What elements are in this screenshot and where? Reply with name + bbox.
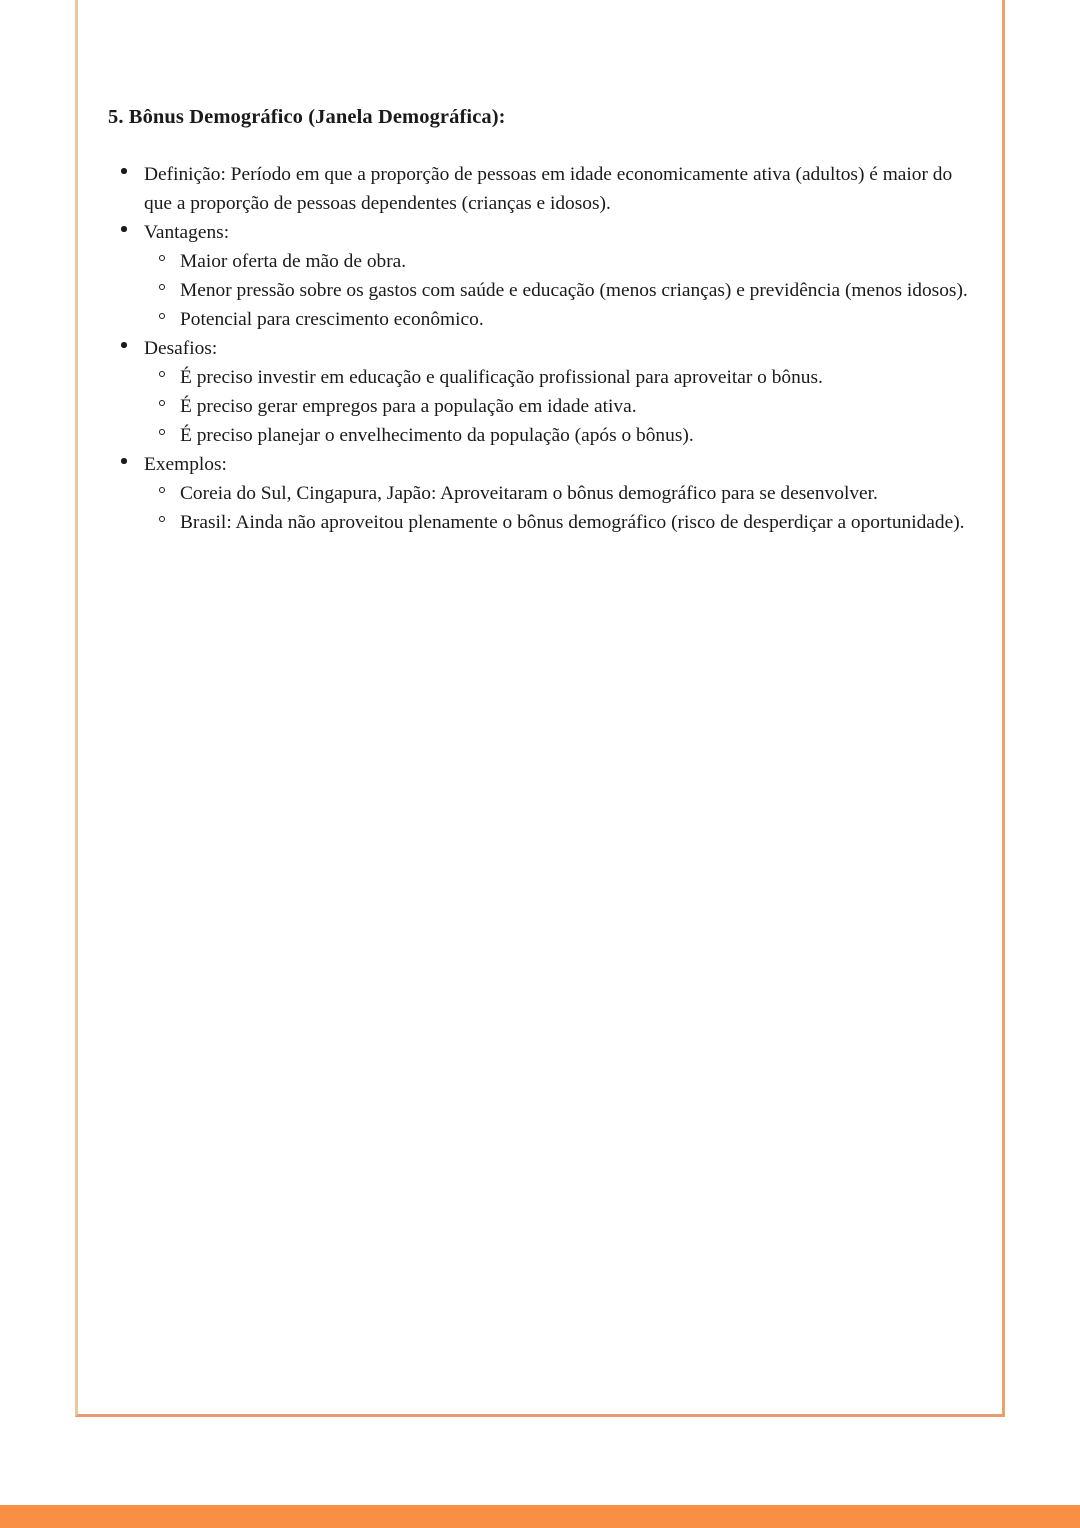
- list-item: [0, 218, 1080, 334]
- sub-outline-list: [144, 363, 1080, 450]
- hollow-circle-bullet-icon: [159, 363, 169, 392]
- sub-outline-list: [144, 247, 1080, 334]
- list-item: [0, 450, 1080, 537]
- hollow-circle-bullet-icon: [159, 392, 169, 421]
- list-item: [144, 392, 1080, 421]
- list-item-label: Brasil: Ainda não aproveitou plenamente o bônus demográfico (risco de desperdiçar a oportunidade).: [180, 512, 965, 533]
- list-item: [144, 305, 1080, 334]
- list-item-label: Menor pressão sobre os gastos com saúde e educação (menos crianças) e previdência (menos idosos).: [180, 280, 968, 301]
- list-item: [144, 421, 1080, 450]
- list-item-label: Vantagens:: [144, 222, 230, 243]
- page-title: 5. Bônus Demográfico (Janela Demográfica):: [108, 106, 506, 128]
- hollow-circle-bullet-icon: [159, 508, 169, 537]
- filled-disc-bullet-icon: [121, 450, 131, 479]
- list-item: [144, 363, 1080, 392]
- list-item-label: É preciso gerar empregos para a população em idade ativa.: [180, 396, 637, 417]
- list-item-label: Definição: Período em que a proporção de pessoas em idade economicamente ativa (adultos) é maior do que a proporção de pessoas dependentes (crianças e idosos).: [144, 164, 953, 214]
- list-item-label: Coreia do Sul, Cingapura, Japão: Aproveitaram o bônus demográfico para se desenvolver.: [180, 483, 878, 504]
- list-item-label: Potencial para crescimento econômico.: [180, 309, 484, 330]
- list-item-label: É preciso investir em educação e qualificação profissional para aproveitar o bônus.: [180, 367, 823, 388]
- list-item-label: Desafios:: [144, 338, 218, 359]
- hollow-circle-bullet-icon: [159, 247, 169, 276]
- list-item: [0, 160, 1080, 218]
- list-item-label: Exemplos:: [144, 454, 227, 475]
- list-item: [144, 508, 1080, 537]
- list-item: [144, 479, 1080, 508]
- footer-accent-band: [0, 1505, 1080, 1528]
- list-item: [144, 276, 1080, 305]
- hollow-circle-bullet-icon: [159, 421, 169, 450]
- hollow-circle-bullet-icon: [159, 276, 169, 305]
- list-item: [144, 247, 1080, 276]
- filled-disc-bullet-icon: [121, 334, 131, 363]
- filled-disc-bullet-icon: [121, 218, 131, 247]
- hollow-circle-bullet-icon: [159, 305, 169, 334]
- sub-outline-list: [144, 479, 1080, 537]
- list-item: [0, 334, 1080, 450]
- filled-disc-bullet-icon: [121, 160, 131, 189]
- hollow-circle-bullet-icon: [159, 479, 169, 508]
- list-item-label: Maior oferta de mão de obra.: [180, 251, 407, 272]
- outline-list: [0, 160, 1080, 537]
- list-item-label: É preciso planejar o envelhecimento da população (após o bônus).: [180, 425, 694, 446]
